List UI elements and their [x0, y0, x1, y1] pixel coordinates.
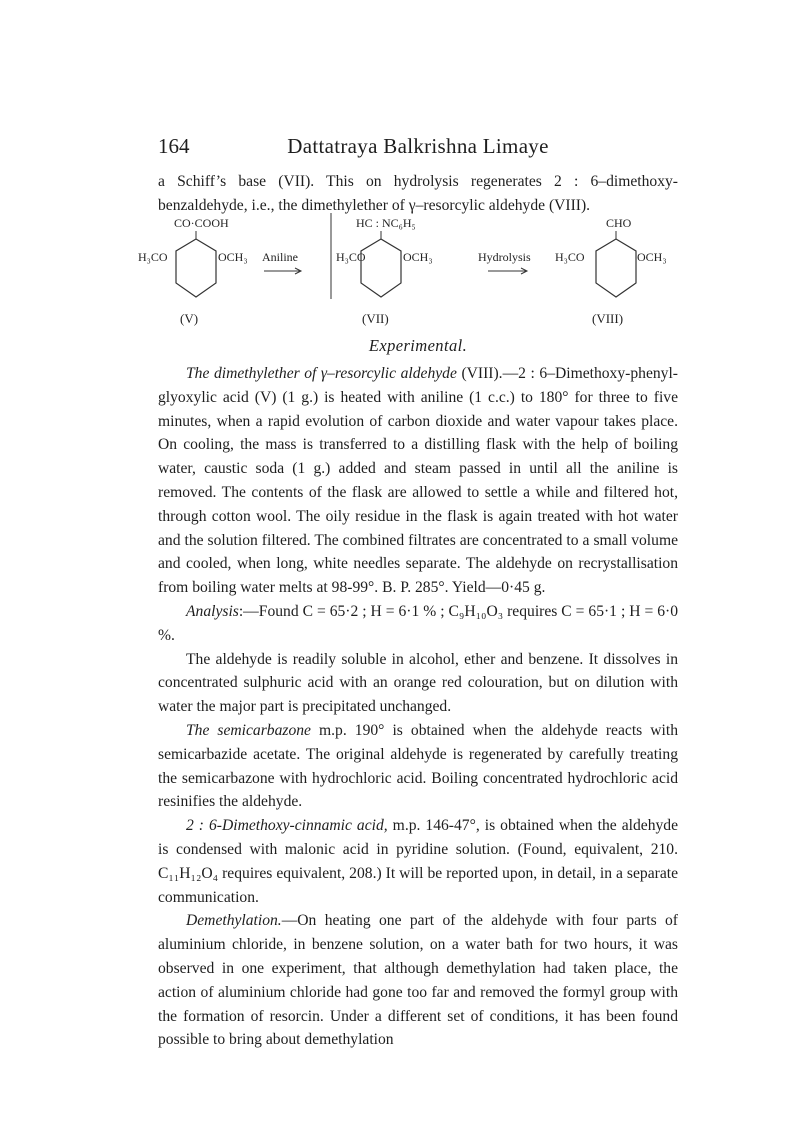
paragraph-cinnamic-acid	[158, 814, 678, 909]
compound-vii-right-group: OCH₃	[403, 250, 433, 264]
compound-v-top-group: CO·COOH	[174, 216, 229, 230]
arrow-aniline	[262, 250, 301, 274]
compound-viii-label: (VIII)	[592, 311, 624, 326]
arrow-hydrolysis	[478, 250, 531, 274]
compound-vii-top-group: HC : NC₆H₅	[356, 216, 416, 230]
paragraph-preparation	[158, 362, 678, 600]
paragraph-text: (VIII).—2 : 6–Dimethoxy-phenyl-glyoxylic acid (V) (1 g.) is heated with aniline (1 c.c.) to 180° for three to five minutes, when a rapid evolution of carbon dioxide and water vapour takes place. On cooling, the mass is transferred to a distilling flask with the help of boiling water, caustic soda (1 g.) added and steam passed in until all the aniline is removed. The contents of the flask are allowed to settle a while and filtered hot, through cotton wool. The oily residue in the flask is again treated with hot water and the solution filtered. The combined filtrates are concentrated to a small volume and cooled, when long, white needles separate. The aldehyde on recrystallisation from boiling water melts at 98-99°. B. P. 285°. Yield—0·45 g.	[158, 365, 678, 597]
paragraph-text: —On heating one part of the aldehyde with four parts of aluminium chloride, in benzene solution, on a water bath for two hours, it was observed in one experiment, that although demethylation had taken place, the action of aluminium chloride had gone too far and removed the formyl group with the formation of resorcin. Under a different set of conditions, it has been found possible to bring about demethylation	[158, 912, 678, 1049]
paragraph-semicarbazone	[158, 719, 678, 814]
compound-v-label: (V)	[180, 311, 199, 326]
section-heading-experimental: Experimental.	[368, 336, 468, 355]
paragraph-lead: Analysis	[186, 602, 239, 620]
paragraph-analysis	[158, 600, 678, 648]
compound-viii-right-group: OCH₃	[637, 250, 667, 264]
arrow-2-reagent: Hydrolysis	[478, 250, 531, 264]
paragraph-text: m.p. 190° is obtained when the aldehyde reacts with semicarbazide acetate. The original aldehyde is regenerated by carefully treating the semicarbazone with hydrochloric acid. Boiling concentrated hydrochloric acid resinifies the aldehyde.	[158, 721, 678, 811]
paragraph-lead: The semicarbazone	[186, 721, 311, 739]
paragraph-lead: 2 : 6-Dimethoxy-cinnamic acid,	[186, 817, 388, 835]
reaction-scheme	[138, 213, 680, 333]
running-head: Dattatraya Balkrishna Limaye	[287, 134, 549, 158]
paragraph-text: :—Found C = 65·2 ; H = 6·1 % ; C₉H₁₀O₃ requires C = 65·1 ; H = 6·0 %.	[158, 602, 678, 644]
reaction-scheme-drawing	[138, 213, 680, 333]
paragraph-text: The aldehyde is readily soluble in alcohol, ether and benzene. It dissolves in concentrated sulphuric acid with an orange red colouration, but on dilution with water the major part is precipitated unchanged.	[158, 650, 678, 716]
compound-viii-structure	[555, 216, 667, 326]
paragraph-text: m.p. 146-47°, is obtained when the aldehyde is condensed with malonic acid in pyridine solution. (Found, equivalent, 210. C₁₁H₁₂O₄ requires equivalent, 208.) It will be reported upon, in detail, in a separate communication.	[158, 817, 679, 906]
compound-v-left-group: H₃CO	[138, 250, 168, 264]
compound-viii-top-group: CHO	[606, 216, 632, 230]
arrow-1-reagent: Aniline	[262, 250, 298, 264]
compound-v-structure	[138, 216, 248, 326]
paragraph-solubility	[158, 648, 678, 719]
paragraph-demethylation	[158, 909, 678, 1052]
compound-vii-structure	[336, 216, 433, 326]
page-header	[158, 134, 678, 162]
compound-v-right-group: OCH₃	[218, 250, 248, 264]
compound-viii-left-group: H₃CO	[555, 250, 585, 264]
paragraph-lead: Demethylation.	[186, 912, 282, 930]
experimental-body	[158, 362, 678, 1052]
page-number: 164	[158, 134, 190, 158]
paragraph-lead: The dimethylether of γ–resorcylic aldehyde	[186, 365, 457, 382]
compound-vii-left-group: H₃CO	[336, 250, 366, 264]
intro-text	[158, 170, 678, 218]
compound-vii-label: (VII)	[362, 311, 389, 326]
intro-paragraph: a Schiff’s base (VII). This on hydrolysis regenerates 2 : 6–dimethoxy-benzaldehyde, i.e., the dimethylether of γ–resorcylic aldehyde (VIII).	[158, 173, 678, 214]
